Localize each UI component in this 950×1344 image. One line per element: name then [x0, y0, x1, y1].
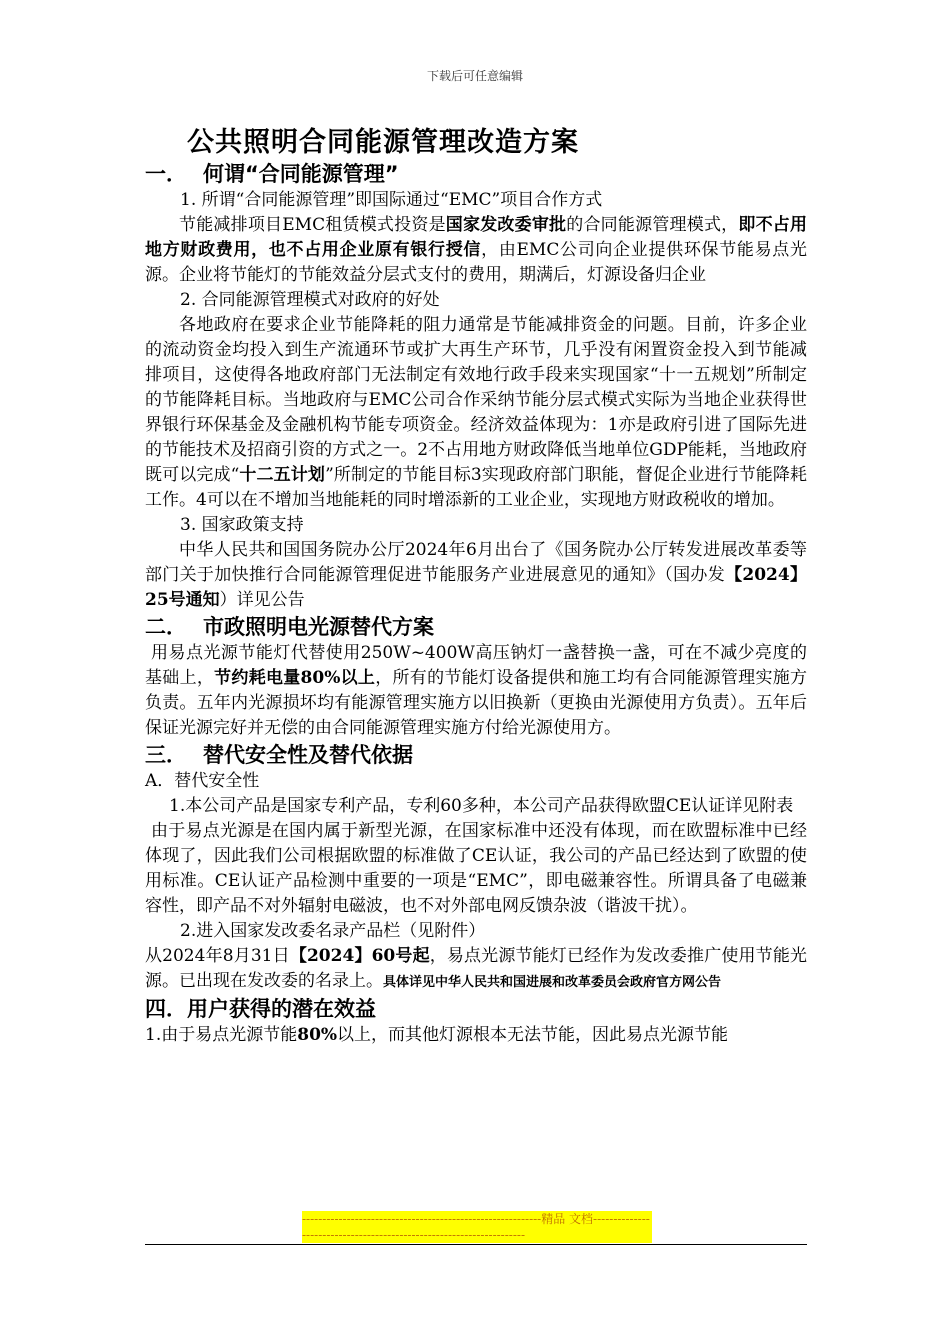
section-3-item-2: 2.进入国家发改委名录产品栏（见附件）	[180, 921, 486, 941]
section-2-heading: 二． 市政照明电光源替代方案	[145, 615, 434, 639]
section-3-item-1: 1.本公司产品是国家专利产品，专利60多种，本公司产品获得欧盟CE认证详见附表	[169, 796, 794, 816]
section-2-paragraph: 用易点光源节能灯代替使用250W~400W高压钠灯一盏替换一盏，可在不减少亮度的基础上，节约耗电量80%以上，所有的节能灯设备提供和施工均有合同能源管理实施方负责。五年内光源损坏均有能源管理实施方以旧换新（更换由光源使用方负责）。五年后保证光源完好并无偿的由合同能源管理实施方付给光源使用方。	[145, 643, 808, 738]
section-1-paragraph-1: 节能减排项目EMC租赁模式投资是国家发改委审批的合同能源管理模式，即不占用地方财政费用，也不占用企业原有银行授信，由EMC公司向企业提供环保节能易点光源。企业将节能灯的节能效益分层式支付的费用，期满后，灯源设备归企业	[145, 215, 808, 285]
section-4-heading: 四．用户获得的潜在效益	[145, 997, 376, 1021]
section-3-subheading-a: A．替代安全性	[145, 771, 260, 791]
document-body	[145, 160, 807, 1048]
section-1-paragraph-3: 中华人民共和国国务院办公厅2024年6月出台了《国务院办公厅转发进展改革委等部门关于加快推行合同能源管理促进节能服务产业进展意见的通知》（国办发【2024】25号通知）详见公告	[145, 540, 807, 610]
section-1-item-2: 2. 合同能源管理模式对政府的好处	[180, 290, 440, 310]
footer-note: -----------------------------------------------------------精品 文档---------------------------------------------------------------------	[302, 1211, 652, 1243]
section-1-heading: 一． 何谓“合同能源管理”	[145, 162, 399, 186]
document-title: 公共照明合同能源管理改造方案	[187, 127, 579, 158]
section-4-paragraph: 1.由于易点光源节能80%以上，而其他灯源根本无法节能，因此易点光源节能	[145, 1025, 729, 1045]
section-3-paragraph-2: 从2024年8月31日【2024】60号起，易点光源节能灯已经作为发改委推广使用节能光源。已出现在发改委的名录上。具体详见中华人民共和国进展和改革委员会政府官方网公告	[145, 946, 807, 991]
section-3-paragraph-1: 由于易点光源是在国内属于新型光源，在国家标准中还没有体现，而在欧盟标准中已经体现了，因此我们公司根据欧盟的标准做了CE认证，我公司的产品已经达到了欧盟的使用标准。CE认证产品检测中重要的一项是“EMC”，即电磁兼容性。所谓具备了电磁兼容性，即产品不对外辐射电磁波，也不对外部电网反馈杂波（谐波干扰）。	[145, 821, 807, 916]
footer-divider	[145, 1244, 807, 1245]
section-1-item-1: 1. 所谓“合同能源管理”即国际通过“EMC”项目合作方式	[180, 190, 603, 210]
header-note: 下载后可任意编辑	[426, 69, 523, 83]
section-1-item-3: 3. 国家政策支持	[180, 515, 304, 535]
section-1-paragraph-2: 各地政府在要求企业节能降耗的阻力通常是节能减排资金的问题。目前，许多企业的流动资金均投入到生产流通环节或扩大再生产环节，几乎没有闲置资金投入到节能减排项目，这使得各地政府部门无法制定有效地行政手段来实现国家“十一五规划”所制定的节能降耗目标。当地政府与EMC公司合作采纳节能分层式模式实际为当地企业获得世界银行环保基金及金融机构节能专项资金。经济效益体现为：1亦是政府引进了国际先进的节能技术及招商引资的方式之一。2不占用地方财政降低当地单位GDP能耗，当地政府既可以完成“十二五计划”所制定的节能目标3实现政府部门职能，督促企业进行节能降耗工作。4可以在不增加当地能耗的同时增添新的工业企业，实现地方财政税收的增加。	[145, 315, 808, 510]
section-3-heading: 三． 替代安全性及替代依据	[145, 743, 413, 767]
